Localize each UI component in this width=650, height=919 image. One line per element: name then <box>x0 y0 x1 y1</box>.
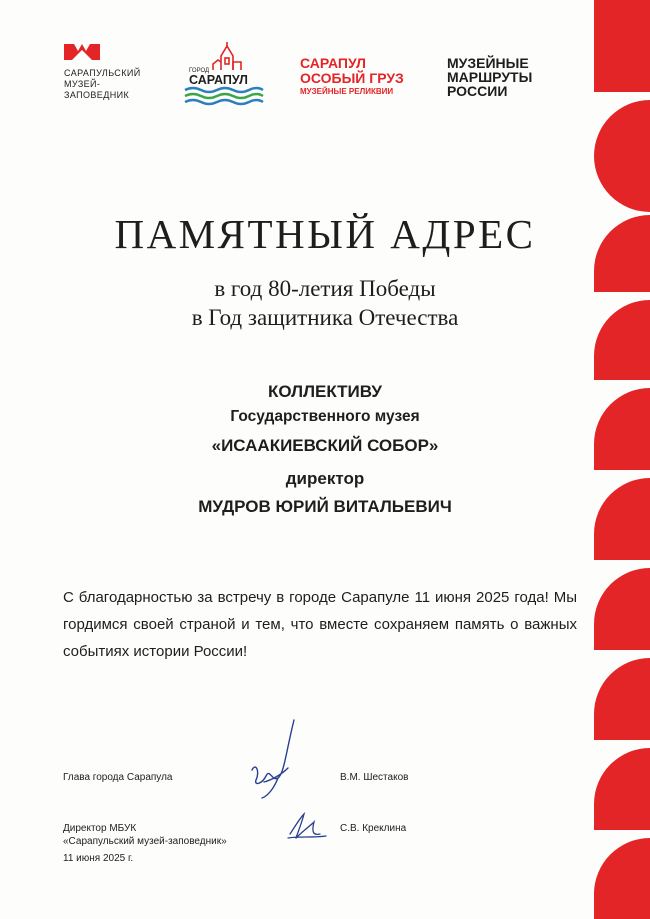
logo-special-cargo <box>300 56 404 97</box>
signatory2-name: С.В. Креклина <box>340 823 407 834</box>
cargo-logo-line2: ОСОБЫЙ ГРУЗ <box>300 70 404 86</box>
logo-city-sarapul <box>183 40 273 108</box>
museum-mark-icon <box>64 44 100 60</box>
signatory2-role-line2: «Сарапульский музей-заповедник» <box>63 836 227 847</box>
document-date: 11 июня 2025 г. <box>63 853 134 864</box>
museum-logo-line1: САРАПУЛЬСКИЙ <box>64 68 141 78</box>
subtitle-line2: в Год защитника Отечества <box>191 305 459 330</box>
routes-logo-line1: МУЗЕЙНЫЕ <box>447 55 529 71</box>
cargo-logo-line3: МУЗЕЙНЫЕ РЕЛИКВИИ <box>300 87 394 96</box>
addressee-line3: «ИСААКИЕВСКИЙ СОБОР» <box>211 436 439 455</box>
addressee-line1: КОЛЛЕКТИВУ <box>268 382 382 401</box>
museum-logo-line3: ЗАПОВЕДНИК <box>64 90 130 100</box>
addressee-line5: МУДРОВ ЮРИЙ ВИТАЛЬЕВИЧ <box>198 497 452 516</box>
signature-1 <box>238 712 308 802</box>
signature-2 <box>282 808 332 844</box>
cargo-logo-line1: САРАПУЛ <box>300 55 366 71</box>
document-title: ПАМЯТНЫЙ АДРЕС <box>114 211 536 257</box>
city-logo-small: ГОРОД <box>189 68 210 74</box>
signatory1-role: Глава города Сарапула <box>63 772 173 783</box>
museum-logo-line2: МУЗЕЙ- <box>64 79 101 89</box>
logo-sarapul-museum <box>64 44 141 101</box>
routes-logo-line2: МАРШРУТЫ <box>447 69 533 85</box>
subtitle-line1: в год 80-летия Победы <box>214 276 436 301</box>
routes-logo-line3: РОССИИ <box>447 83 508 99</box>
city-logo-name: САРАПУЛ <box>189 73 248 87</box>
signatory2-role <box>63 822 227 848</box>
signatory1-name: В.М. Шестаков <box>340 772 409 783</box>
addressee-line2: Государственного музея <box>230 408 420 425</box>
signatory2-role-line1: Директор МБУК <box>63 823 137 834</box>
logo-museum-routes <box>447 56 532 98</box>
addressee-line4: директор <box>285 469 365 488</box>
decorative-strip <box>594 0 650 919</box>
message-text: С благодарностью за встречу в городе Сарапуле 11 июня 2025 года! Мы гордимся своей страной и тем, что вместе сохраняем память о важных событиях истории России! <box>63 589 577 660</box>
city-emblem-icon <box>183 40 273 108</box>
